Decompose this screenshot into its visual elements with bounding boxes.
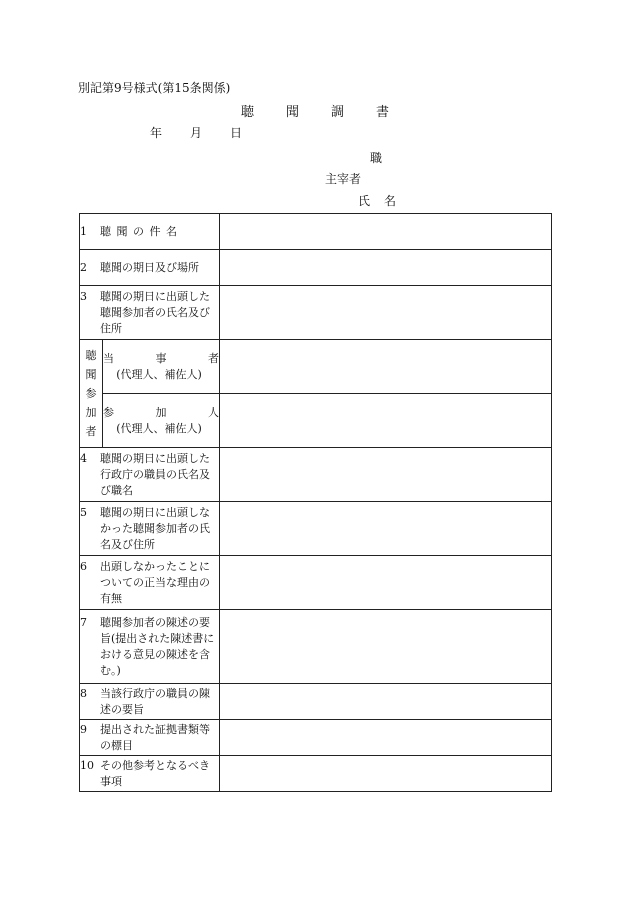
row-number: 10 (80, 758, 94, 772)
table-row (80, 340, 552, 394)
table-row (80, 720, 552, 756)
row-number: 1 (80, 224, 87, 238)
post-label: 職 (370, 151, 383, 165)
row-label (80, 610, 220, 684)
title-char: 聞 (285, 105, 299, 120)
row-value[interactable] (220, 756, 552, 792)
row-value[interactable] (220, 214, 552, 250)
row-label (80, 756, 220, 792)
row-number: 3 (80, 289, 87, 303)
table-row (80, 502, 552, 556)
form-reference: 別記第9号様式(第15条関係) (78, 81, 231, 95)
row-label (80, 286, 220, 340)
intervenors-char: 加 (155, 405, 167, 419)
row-value[interactable] (220, 556, 552, 610)
intervenors-value[interactable] (220, 394, 552, 448)
row-label (80, 684, 220, 720)
row-label-text: 出頭しなかったことについての正当な理由の有無 (100, 559, 210, 605)
row-label-text: 聴聞の期日に出頭した行政庁の職員の氏名及び職名 (100, 451, 210, 497)
date-month: 月 (190, 126, 203, 140)
row-label (80, 214, 220, 250)
row-label (80, 448, 220, 502)
row-label-text: 聴 聞 の 件 名 (100, 224, 178, 238)
document-title (0, 101, 630, 120)
date-line (150, 124, 270, 141)
row-label-text: 聴聞の期日に出頭した聴聞参加者の氏名及び住所 (100, 289, 210, 335)
intervenors-char: 人 (208, 405, 219, 419)
participants-side-label (80, 340, 103, 448)
row-label (80, 502, 220, 556)
row-label-text: 聴聞参加者の陳述の要旨(提出された陳述書における意見の陳述を含む。) (100, 615, 215, 677)
date-day: 日 (230, 126, 243, 140)
parties-paren: (代理人、補佐人) (116, 367, 202, 381)
table-row (80, 556, 552, 610)
row-label-text: 聴聞の期日に出頭しなかった聴聞参加者の氏名及び住所 (100, 505, 210, 551)
intervenors-paren: (代理人、補佐人) (116, 421, 202, 435)
date-year: 年 (150, 126, 163, 140)
row-number: 7 (80, 615, 87, 629)
row-value[interactable] (220, 250, 552, 286)
name-char: 名 (384, 194, 397, 208)
row-label-text: 当該行政庁の職員の陳述の要旨 (100, 686, 210, 716)
row-number: 6 (80, 559, 87, 573)
row-label-text: その他参考となるべき事項 (100, 758, 210, 788)
name-char: 氏 (358, 194, 371, 208)
hearing-record-table (79, 213, 552, 792)
row-value[interactable] (220, 286, 552, 340)
row-number: 2 (80, 260, 87, 274)
side-char: 参 (85, 387, 97, 400)
table-row (80, 610, 552, 684)
host-label: 主宰者 (325, 172, 362, 186)
title-char: 調 (331, 105, 345, 120)
row-value[interactable] (220, 684, 552, 720)
parties-char: 者 (208, 351, 219, 365)
parties-char: 当 (103, 351, 114, 365)
table-row (80, 286, 552, 340)
row-number: 5 (80, 505, 87, 519)
table-row (80, 448, 552, 502)
side-char: 加 (85, 406, 97, 419)
row-value[interactable] (220, 502, 552, 556)
title-char: 書 (376, 105, 390, 120)
row-value[interactable] (220, 610, 552, 684)
row-number: 9 (80, 722, 87, 736)
parties-value[interactable] (220, 340, 552, 394)
title-char: 聴 (240, 105, 254, 120)
intervenors-label (103, 394, 220, 448)
side-char: 者 (85, 425, 97, 438)
row-number: 4 (80, 451, 87, 465)
row-label (80, 556, 220, 610)
parties-label (103, 340, 220, 394)
table-row (80, 394, 552, 448)
intervenors-char: 参 (103, 405, 114, 419)
table-row (80, 756, 552, 792)
name-label (358, 192, 410, 209)
row-label-text: 聴聞の期日及び場所 (100, 260, 199, 274)
parties-char: 事 (155, 351, 167, 365)
side-char: 聞 (85, 368, 97, 381)
row-label (80, 720, 220, 756)
table-row (80, 214, 552, 250)
side-char: 聴 (85, 349, 97, 362)
row-label (80, 250, 220, 286)
row-label-text: 提出された証拠書類等の標目 (100, 722, 210, 752)
table-row (80, 684, 552, 720)
row-value[interactable] (220, 448, 552, 502)
table-row (80, 250, 552, 286)
row-value[interactable] (220, 720, 552, 756)
row-number: 8 (80, 686, 87, 700)
